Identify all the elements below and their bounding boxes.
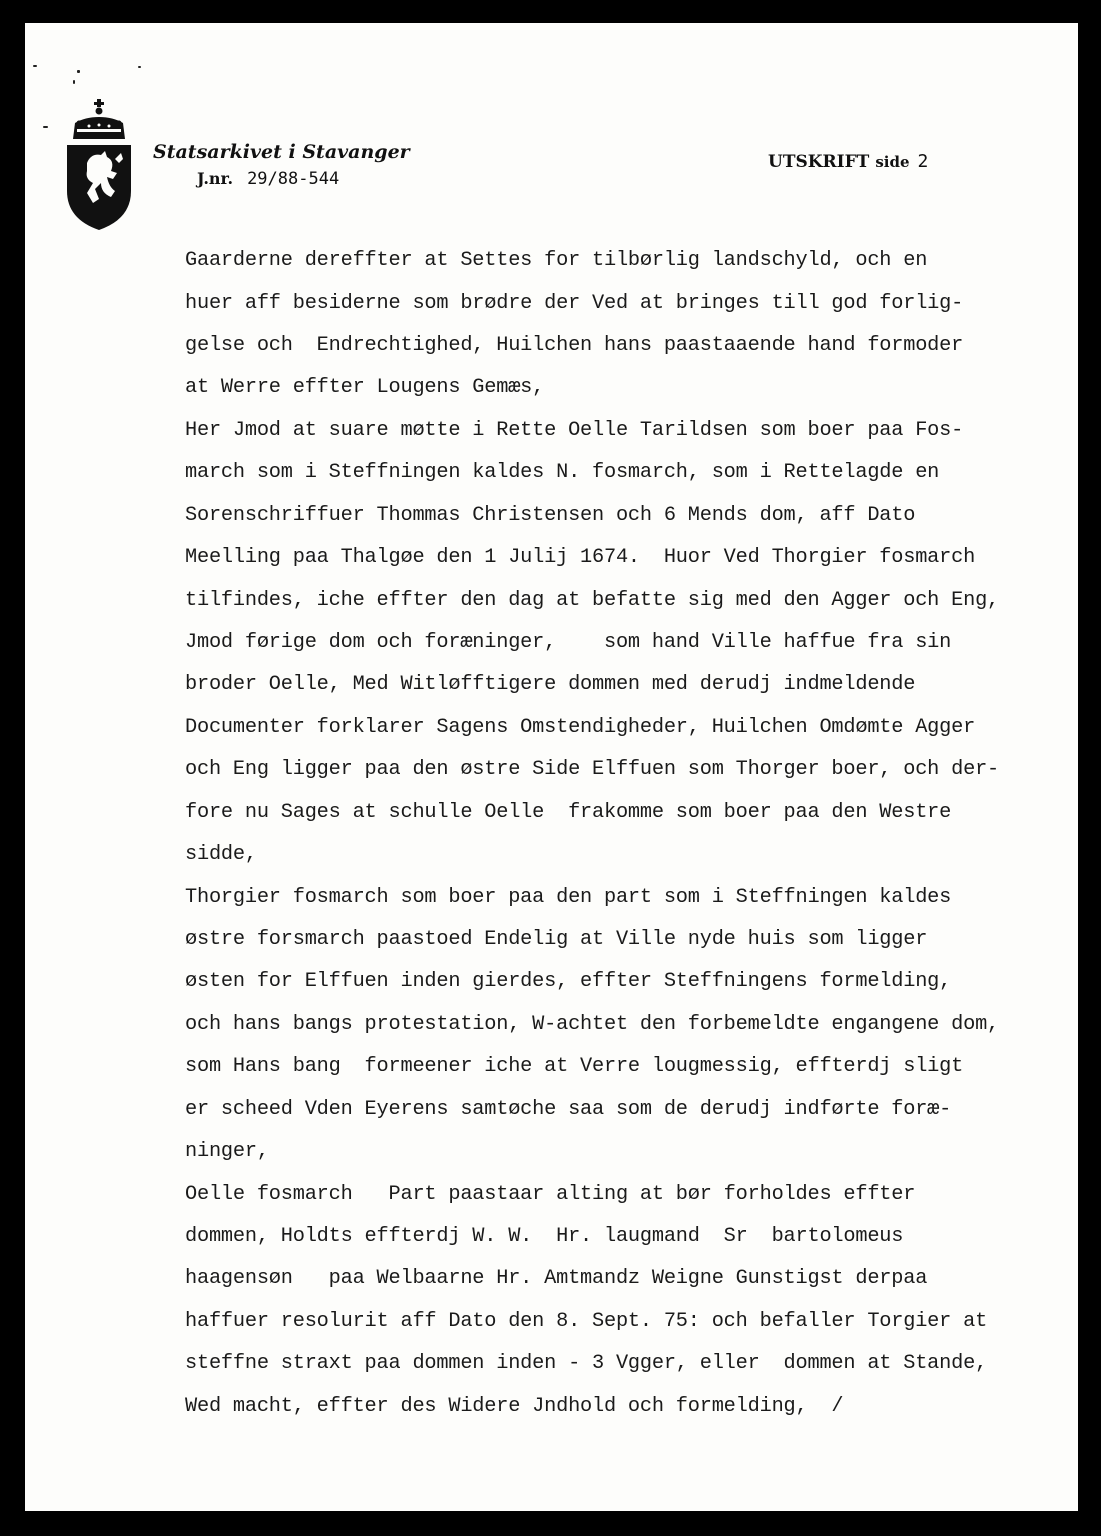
text-line: gelse och Endrechtighed, Huilchen hans paastaaende hand formoder (185, 334, 964, 357)
document-page (25, 23, 1078, 1511)
text-line: fore nu Sages at schulle Oelle frakomme som boer paa den Westre (185, 801, 952, 824)
side-label: side (875, 153, 910, 171)
text-line: Wed macht, effter des Widere Jndhold och formelding, / (185, 1395, 844, 1418)
text-line: Her Jmod at suare møtte i Rette Oelle Tarildsen som boer paa Fos- (185, 419, 964, 442)
text-line: tilfindes, iche effter den dag at befatte sig med den Agger och Eng, (185, 589, 1000, 612)
text-line: at Werre effter Lougens Gemæs, (185, 376, 545, 399)
text-line: sidde, (185, 843, 257, 866)
text-line: Meelling paa Thalgøe den 1 Julij 1674. Huor Ved Thorgier fosmarch (185, 546, 976, 569)
text-line: dommen, Holdts effterdj W. W. Hr. laugmand Sr bartolomeus (185, 1225, 904, 1248)
journal-number-label: J.nr. (197, 169, 234, 188)
page-number: 2 (917, 151, 929, 172)
journal-number-value: 29/88-544 (247, 169, 340, 189)
archive-name: Statsarkivet i Stavanger (153, 141, 410, 163)
text-line: och Eng ligger paa den østre Side Elffuen som Thorger boer, och der- (185, 758, 1000, 781)
text-line: och hans bangs protestation, W-achtet den forbemeldte engangene dom, (185, 1013, 1000, 1036)
text-line: østen for Elffuen inden gierdes, effter Steffningens formelding, (185, 970, 952, 993)
text-line: Sorenschriffuer Thommas Christensen och 6 Mends dom, aff Dato (185, 504, 916, 527)
text-line: haffuer resolurit aff Dato den 8. Sept. 75: och befaller Torgier at (185, 1310, 988, 1333)
text-line: som Hans bang formeener iche at Verre lougmessig, effterdj sligt (185, 1055, 964, 1078)
text-line: haagensøn paa Welbaarne Hr. Amtmandz Weigne Gunstigst derpaa (185, 1267, 928, 1290)
text-line: østre forsmarch paastoed Endelig at Ville nyde huis som ligger (185, 928, 928, 951)
text-line: Oelle fosmarch Part paastaar alting at bør forholdes effter (185, 1183, 916, 1206)
journal-number (197, 169, 339, 189)
utskrift-label: UTSKRIFT (768, 152, 870, 172)
page-indicator (768, 151, 928, 172)
text-line: Documenter forklarer Sagens Omstendigheder, Huilchen Omdømte Agger (185, 716, 976, 739)
text-line: Gaarderne dereffter at Settes for tilbørlig landschyld, och en (185, 249, 928, 272)
text-line: er scheed Vden Eyerens samtøche saa som de derudj indførte foræ- (185, 1098, 952, 1121)
text-line: huer aff besiderne som brødre der Ved at bringes till god forlig- (185, 292, 964, 315)
coat-of-arms-icon (65, 99, 133, 231)
text-line: steffne straxt paa dommen inden - 3 Vgger, eller dommen at Stande, (185, 1352, 988, 1375)
text-line: Jmod førige dom och foræninger, som hand Ville haffue fra sin (185, 631, 952, 654)
text-line: Thorgier fosmarch som boer paa den part som i Steffningen kaldes (185, 886, 952, 909)
text-line: ninger, (185, 1140, 269, 1163)
text-line: broder Oelle, Med Witløfftigere dommen med derudj indmeldende (185, 673, 916, 696)
text-line: march som i Steffningen kaldes N. fosmarch, som i Rettelagde en (185, 461, 940, 484)
